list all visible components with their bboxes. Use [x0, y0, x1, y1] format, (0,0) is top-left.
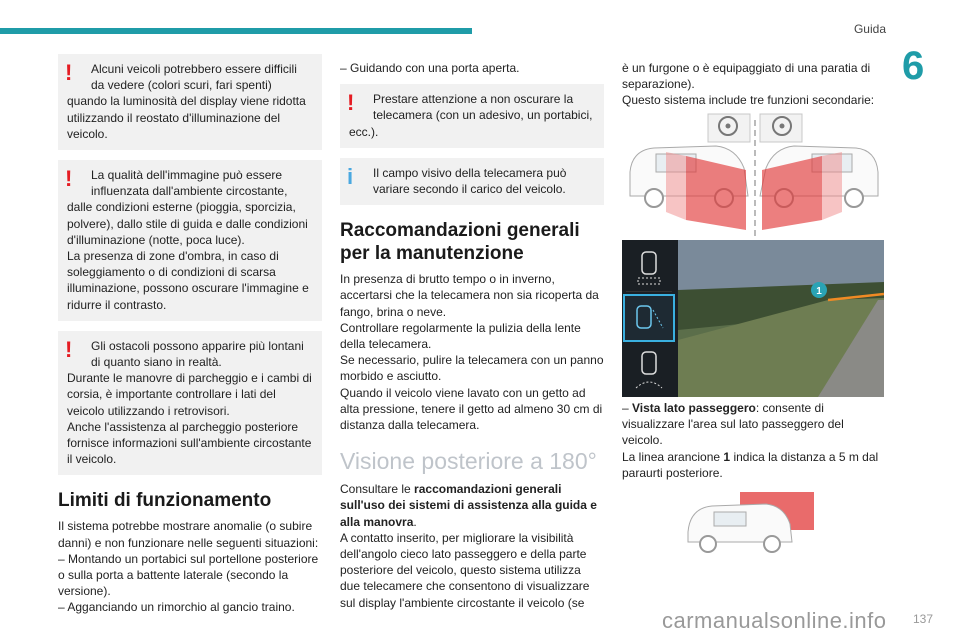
chapter-number: 6 — [902, 44, 925, 88]
top-accent-bar — [0, 28, 472, 34]
info-note — [340, 158, 604, 205]
warning-note — [58, 331, 322, 476]
steering-wheel-icon — [708, 114, 750, 142]
warning-note — [340, 84, 604, 148]
list-item: – Montando un portabici sul portellone posteriore o sulla porta a battente laterale (secondo la versione). — [58, 551, 319, 599]
paragraph: Controllare regolarmente la pulizia della lente della telecamera. — [340, 320, 581, 352]
list-item: – Vista lato passeggero: consente di visualizzare l'area sul lato passeggero del veicolo. — [622, 401, 844, 448]
note-text: telecamera (con un adesivo, un portabici, ecc.). — [349, 108, 593, 139]
callout-label: 1 — [816, 286, 822, 297]
van-rear-zone-illustration — [680, 488, 820, 554]
paragraph: è un furgone o è equipaggiato di una paratia di separazione). — [622, 61, 871, 92]
section-heading: Visione posteriore a 180° — [340, 448, 597, 475]
warning-icon: ! — [347, 90, 355, 116]
camera-view — [678, 240, 884, 397]
camera-screen-figure — [622, 240, 884, 397]
note-text: La presenza di zone d'ombra, in caso di soleggiamento o di condizioni di scarsa illuminazione, possono oscurare l'immagine e ridurre il contrasto. — [67, 249, 309, 312]
warning-icon: ! — [65, 166, 73, 192]
list-item: – Agganciando un rimorchio al gancio traino. — [58, 600, 295, 615]
note-text: variare secondo il carico del veicolo. — [373, 182, 566, 197]
paragraph: Consultare le raccomandazioni generali sull'uso dei sistemi di assistenza alla guida e alla manovra. — [340, 482, 597, 529]
note-text: Gli ostacoli possono apparire più lontani — [91, 338, 304, 353]
watermark: carmanualsonline.info — [662, 608, 887, 633]
section-heading: Raccomandazioni generali per la manutenzione — [340, 220, 580, 265]
column-1 — [58, 54, 322, 616]
column-2 — [340, 54, 604, 611]
column-3-lower — [622, 400, 886, 481]
section-heading: Limiti di funzionamento — [58, 490, 272, 512]
paragraph: In presenza di brutto tempo o in inverno, accertarsi che la telecamera non sia ricoperta da fango, brina o neve. — [340, 272, 599, 319]
note-text: di quanto siano in realtà. — [91, 355, 222, 370]
note-text: Prestare attenzione a non oscurare la — [373, 92, 574, 107]
note-text: da vedere (colori scuri, fari spenti) quando la luminosità del display viene ridotta utilizzando il reostato d'illuminazione del veicolo. — [67, 78, 306, 141]
paragraph: Il sistema potrebbe mostrare anomalie (o subire danni) e non funzionare nelle seguenti situazioni: — [58, 519, 319, 550]
view-mode-panel — [622, 240, 676, 397]
view-mode-button[interactable] — [626, 348, 672, 394]
note-text: Anche l'assistenza al parcheggio posteriore fornisce informazioni sull'ambiente circostante il veicolo. — [67, 419, 312, 467]
note-text: Durante le manovre di parcheggio e i cambi di corsia, è importante controllare i lati del veicolo utilizzando i retrovisori. — [67, 371, 312, 418]
section-title: Guida — [853, 22, 886, 36]
warning-note — [58, 160, 322, 321]
warning-icon: ! — [65, 60, 73, 85]
warning-note — [58, 54, 322, 150]
info-icon: i — [347, 163, 354, 189]
paragraph: Questo sistema include tre funzioni secondarie: — [622, 93, 875, 108]
note-text: Il campo visivo della telecamera può — [373, 165, 567, 180]
view-mode-button[interactable] — [626, 246, 672, 292]
camera-field-illustration — [626, 112, 882, 236]
view-mode-button-selected[interactable] — [623, 294, 675, 342]
steering-wheel-icon — [760, 114, 802, 142]
warning-icon: ! — [65, 336, 73, 362]
note-text: Alcuni veicoli potrebbero essere difficili — [91, 62, 297, 76]
list-item: – Guidando con una porta aperta. — [340, 61, 520, 75]
column-3 — [622, 54, 886, 109]
note-text: influenzata dall'ambiente circostante, dalle condizioni esterne (pioggia, sporcizia, polvere), dallo stile di guida e dalle condizioni d'illuminazione (notte, poca luce). — [67, 184, 308, 247]
paragraph: La linea arancione 1 indica la distanza a 5 m dal paraurti posteriore. — [622, 449, 879, 480]
paragraph: A contatto inserito, per migliorare la visibilità dell'angolo cieco lato passeggero e della parte posteriore del veicolo, questo sistema utilizza due telecamere che consentono di visualizzare sul display l'ambiente circostante il veicolo (se — [340, 530, 590, 610]
paragraph: Se necessario, pulire la telecamera con un panno morbido e asciutto. — [340, 353, 604, 384]
page-number: 137 — [913, 612, 934, 626]
paragraph: Quando il veicolo viene lavato con un getto ad alta pressione, tenere il getto ad almeno 30 cm di distanza dalla telecamera. — [340, 385, 603, 433]
note-text: La qualità dell'immagine può essere — [91, 168, 283, 183]
